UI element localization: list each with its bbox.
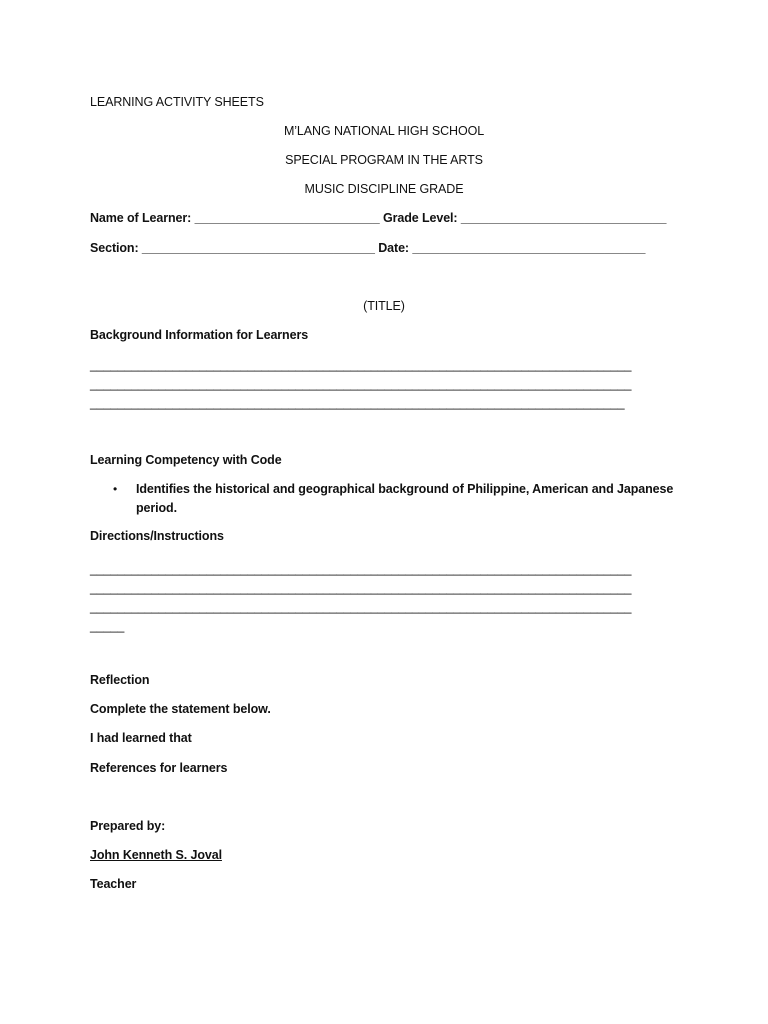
directions-blank-line: _______________________________________________________________________________: [90, 600, 632, 614]
background-blank-line: _______________________________________________________________________________: [90, 377, 632, 391]
program-name: SPECIAL PROGRAM IN THE ARTS: [285, 153, 483, 167]
doc-type-label: LEARNING ACTIVITY SHEETS: [90, 95, 264, 109]
reflection-heading: Reflection: [90, 673, 150, 687]
competency-item-line: Identifies the historical and geographical background of Philippine, American and Japanese: [136, 482, 674, 496]
reflection-statement: I had learned that: [90, 731, 192, 745]
name-grade-field-line: Name of Learner: ___________________________ Grade Level: ______________________________: [90, 211, 667, 225]
title-placeholder: (TITLE): [363, 299, 405, 313]
references-heading: References for learners: [90, 761, 228, 775]
reflection-instruction: Complete the statement below.: [90, 702, 271, 716]
directions-heading: Directions/Instructions: [90, 529, 224, 543]
background-heading: Background Information for Learners: [90, 328, 309, 342]
bullet-icon: •: [113, 482, 118, 496]
competency-item-line: period.: [136, 501, 177, 515]
teacher-name: John Kenneth S. Joval: [90, 848, 222, 862]
section-date-field-line: Section: __________________________________ Date: __________________________________: [90, 241, 646, 255]
discipline-name: MUSIC DISCIPLINE GRADE: [304, 182, 464, 196]
competency-heading: Learning Competency with Code: [90, 453, 282, 467]
background-blank-line: _______________________________________________________________________________: [90, 358, 632, 372]
directions-blank-line: _______________________________________________________________________________: [90, 581, 632, 595]
directions-blank-line: _______________________________________________________________________________: [90, 562, 632, 576]
directions-blank-line: _____: [90, 619, 125, 633]
school-name: M’LANG NATIONAL HIGH SCHOOL: [283, 124, 485, 138]
teacher-role: Teacher: [90, 877, 137, 891]
prepared-by-label: Prepared by:: [90, 819, 166, 833]
background-blank-line: ______________________________________________________________________________: [90, 396, 625, 410]
